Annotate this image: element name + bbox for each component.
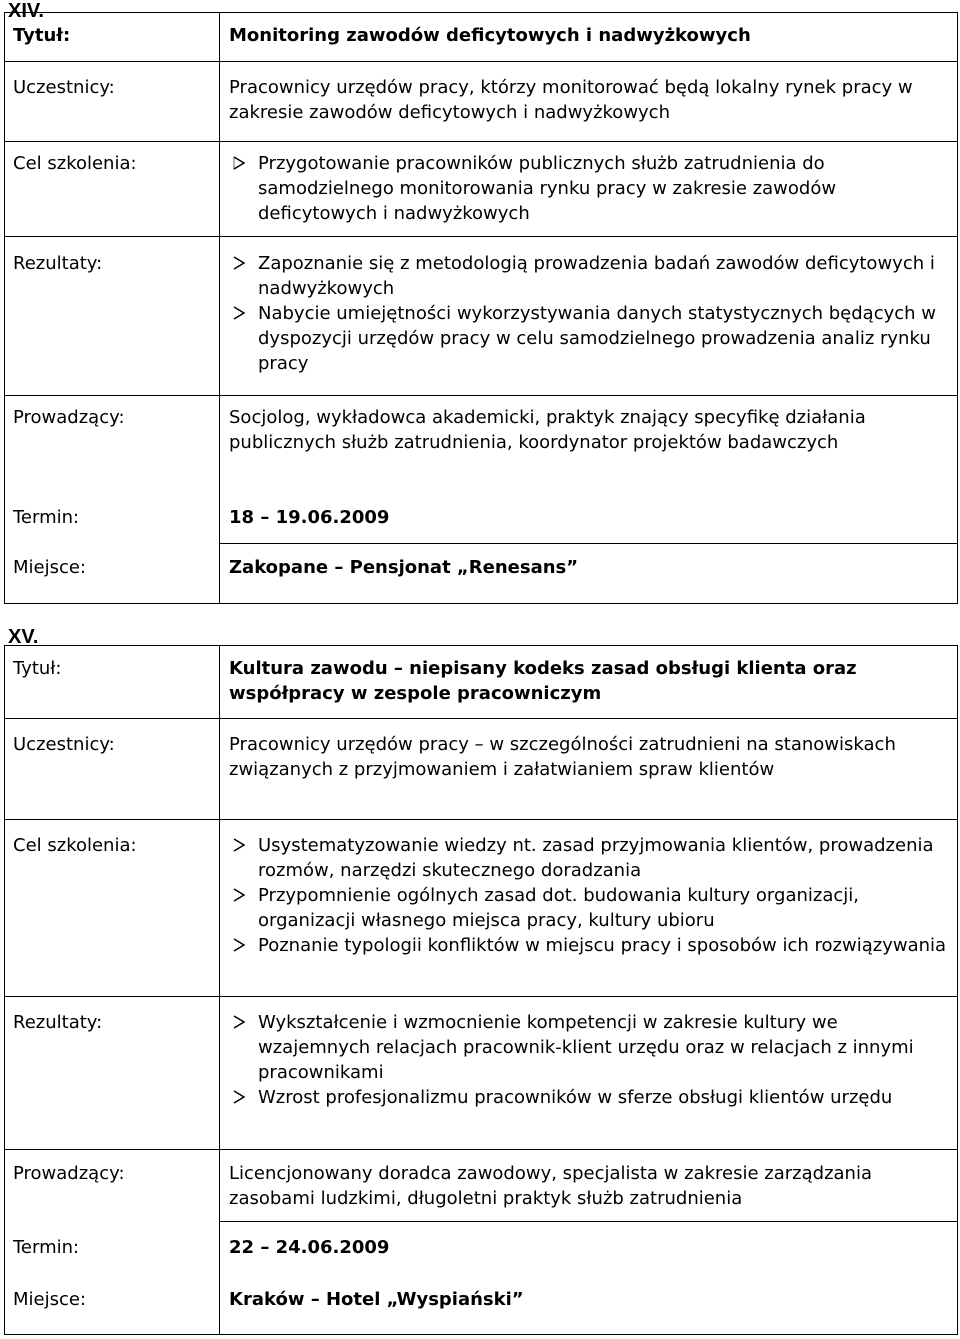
title-label: Tytuł:	[13, 25, 71, 46]
row-divider	[219, 543, 957, 544]
arrow-bullet-icon	[233, 156, 245, 170]
arrow-bullet-icon	[233, 838, 245, 852]
date-label: Termin:	[13, 1237, 80, 1258]
row-divider	[5, 996, 957, 997]
result-text: Nabycie umiejętności wykorzystywania danych statystycznych będących w dyspozycji urzędów pracy w celu samodzielnego prowadzenia analiz rynku pracy	[258, 303, 936, 374]
arrow-bullet-icon	[233, 938, 245, 952]
goal-item	[229, 883, 953, 933]
result-item	[229, 251, 953, 301]
result-text: Wzrost profesjonalizmu pracowników w sferze obsługi klientów urzędu	[258, 1087, 893, 1108]
results-label: Rezultaty:	[13, 253, 103, 274]
course-table	[4, 12, 958, 604]
row-divider	[5, 819, 957, 820]
goal-label: Cel szkolenia:	[13, 153, 137, 174]
goal-list	[229, 151, 953, 226]
column-divider	[219, 646, 220, 1334]
goal-text: Przypomnienie ogólnych zasad dot. budowania kultury organizacji, organizacji własnego miejsca pracy, kultury ubioru	[258, 885, 859, 931]
row-divider	[5, 1149, 957, 1150]
arrow-bullet-icon	[233, 1090, 245, 1104]
result-item	[229, 1010, 953, 1085]
goal-label: Cel szkolenia:	[13, 835, 137, 856]
goal-text: Usystematyzowanie wiedzy nt. zasad przyjmowania klientów, prowadzenia rozmów, narzędzi skutecznego doradzania	[258, 835, 934, 881]
result-text: Wykształcenie i wzmocnienie kompetencji w zakresie kultury we wzajemnych relacjach pracownik-klient urzędu oraz w relacjach z innymi pracownikami	[258, 1012, 914, 1083]
arrow-bullet-icon	[233, 256, 245, 270]
row-divider	[5, 141, 957, 142]
arrow-bullet-icon	[233, 1015, 245, 1029]
row-divider	[219, 1221, 957, 1222]
participants-text: Pracownicy urzędów pracy, którzy monitorować będą lokalny rynek pracy w zakresie zawodów deficytowych i nadwyżkowych	[229, 77, 913, 123]
participants-label: Uczestnicy:	[13, 77, 115, 98]
result-item	[229, 1085, 953, 1110]
arrow-bullet-icon	[233, 306, 245, 320]
course-title: Monitoring zawodów deficytowych i nadwyżkowych	[229, 25, 751, 46]
trainer-text: Socjolog, wykładowca akademicki, praktyk znający specyfikę działania publicznych służb zatrudnienia, koordynator projektów badawczych	[229, 407, 866, 453]
goal-list	[229, 833, 953, 958]
results-list	[229, 251, 953, 376]
date-value: 18 – 19.06.2009	[229, 507, 390, 528]
participants-text: Pracownicy urzędów pracy – w szczególności zatrudnieni na stanowiskach związanych z przyjmowaniem i załatwianiem spraw klientów	[229, 734, 896, 780]
course-title: Kultura zawodu – niepisany kodeks zasad obsługi klienta oraz współpracy w zespole pracowniczym	[229, 658, 857, 704]
row-divider	[5, 718, 957, 719]
results-list	[229, 1010, 953, 1110]
participants-label: Uczestnicy:	[13, 734, 115, 755]
goal-text: Poznanie typologii konfliktów w miejscu pracy i sposobów ich rozwiązywania	[258, 935, 947, 956]
goal-item	[229, 151, 953, 226]
result-item	[229, 301, 953, 376]
goal-item	[229, 833, 953, 883]
goal-item	[229, 933, 953, 958]
result-text: Zapoznanie się z metodologią prowadzenia badań zawodów deficytowych i nadwyżkowych	[258, 253, 935, 299]
trainer-label: Prowadzący:	[13, 1163, 125, 1184]
goal-text: Przygotowanie pracowników publicznych służb zatrudnienia do samodzielnego monitorowania rynku pracy w zakresie zawodów deficytowych i nadwyżkowych	[258, 153, 837, 224]
course-table	[4, 645, 958, 1335]
place-value: Kraków – Hotel „Wyspiański”	[229, 1289, 524, 1310]
results-label: Rezultaty:	[13, 1012, 103, 1033]
place-label: Miejsce:	[13, 1289, 87, 1310]
trainer-label: Prowadzący:	[13, 407, 125, 428]
section-number: XIV.	[8, 0, 44, 22]
column-divider	[219, 13, 220, 603]
date-label: Termin:	[13, 507, 80, 528]
row-divider	[5, 236, 957, 237]
arrow-bullet-icon	[233, 888, 245, 902]
place-label: Miejsce:	[13, 557, 87, 578]
row-divider	[5, 395, 957, 396]
trainer-text: Licencjonowany doradca zawodowy, specjalista w zakresie zarządzania zasobami ludzkimi, długoletni praktyk służb zatrudnienia	[229, 1163, 872, 1209]
section-number: XV.	[8, 626, 39, 648]
date-value: 22 – 24.06.2009	[229, 1237, 390, 1258]
place-value: Zakopane – Pensjonat „Renesans”	[229, 557, 579, 578]
row-divider	[5, 61, 957, 62]
title-label: Tytuł:	[13, 658, 62, 679]
